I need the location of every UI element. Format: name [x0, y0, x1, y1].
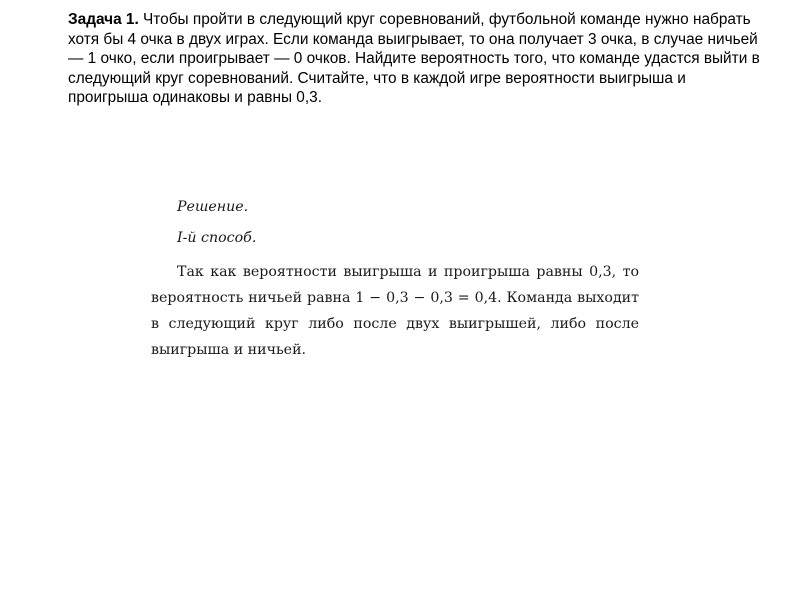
problem-text: Чтобы пройти в следующий круг соревнований, футбольной команде нужно набрать хотя бы 4 очка в двух играх. Если команда выигрывает, то она получает 3 очка, в случае ничьей — 1 очко, если проигрывает — 0 очков. Найдите вероятность того, что команде удастся выйти в следующий круг соревнований. Считайте, что в каждой игре вероятности выигрыша и проигрыша одинаковы и равны 0,3.	[68, 11, 760, 107]
solution-method: I-й способ.	[177, 230, 257, 246]
solution-image	[151, 198, 651, 363]
problem-statement	[68, 10, 768, 108]
solution-title: Решение.	[177, 199, 249, 215]
solution-body: Так как вероятности выигрыша и проигрыша равны 0,3, то вероятность ничьей равна 1 − 0,3 − 0,3 = 0,4. Команда выходит в следующий круг либо после двух выигрышей, либо после выигрыша и ничьей.	[151, 264, 639, 358]
problem-heading: Задача 1.	[68, 11, 139, 28]
